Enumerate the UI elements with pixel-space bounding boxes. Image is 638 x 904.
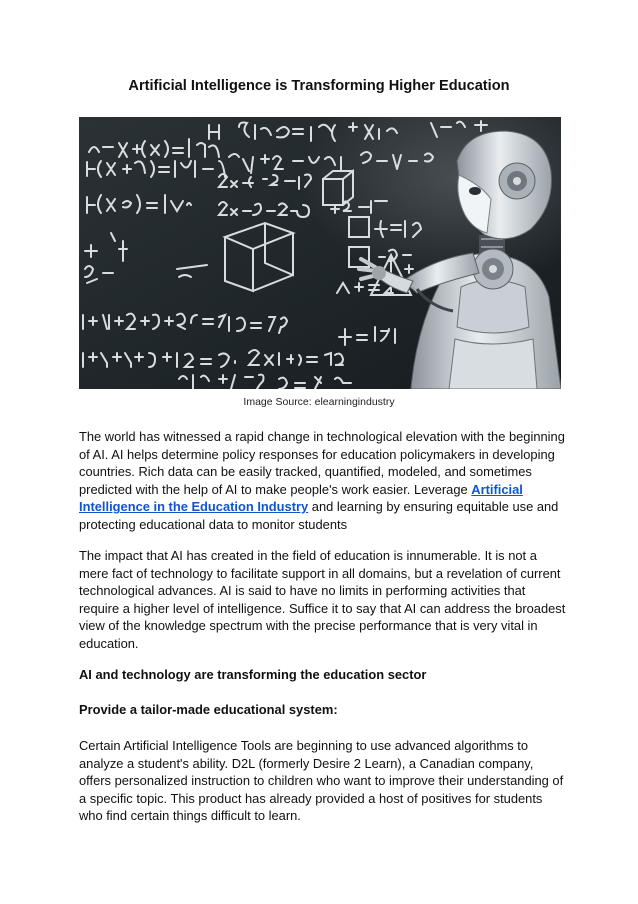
hero-image-ai-robot-chalkboard xyxy=(79,117,561,389)
chalkboard-illustration xyxy=(79,117,561,389)
paragraph-intro xyxy=(79,428,567,534)
paragraph-tools: Certain Artificial Intelligence Tools are beginning to use advanced algorithms to analyze a student's ability. D2L (formerly Desire 2 Learn), a Canadian company, offers personalized instruction to children who want to improve their understanding of a specific topic. This product has already provided a host of positives for students who find certain things difficult to learn. xyxy=(79,738,564,824)
paragraph-intro-text-before: The world has witnessed a rapid change in technological elevation with the beginning of AI. AI helps determine policy responses for education policymakers in developing countries. Rich data can be easily tracked, quantified, modeled, and sometimes predicted with the help of AI to make people's work easier. Leverage xyxy=(79,429,565,497)
document-title: Artificial Intelligence is Transforming Higher Education xyxy=(128,78,510,94)
image-caption: Image Source: elearningindustry xyxy=(243,396,395,408)
subheading-tailor-made: Provide a tailor-made educational system: xyxy=(79,702,338,717)
paragraph-impact: The impact that AI has created in the field of education is innumerable. It is not a mere fact of technology to facilitate support in all domains, but a revelation of current technological advances. AI is said to have no limits in performing activities that require a higher level of intelligence. Suffice it to say that AI can address the broadest view of the knowledge spectrum with the precise performance that is very vital in education. xyxy=(79,548,566,651)
section-heading-transforming: AI and technology are transforming the education sector xyxy=(79,667,427,682)
paragraph-intro-text-after: and learning by ensuring equitable use and protecting educational data to monitor students xyxy=(79,499,559,532)
ai-education-industry-link[interactable]: Artificial Intelligence in the Education Industry xyxy=(79,481,523,515)
